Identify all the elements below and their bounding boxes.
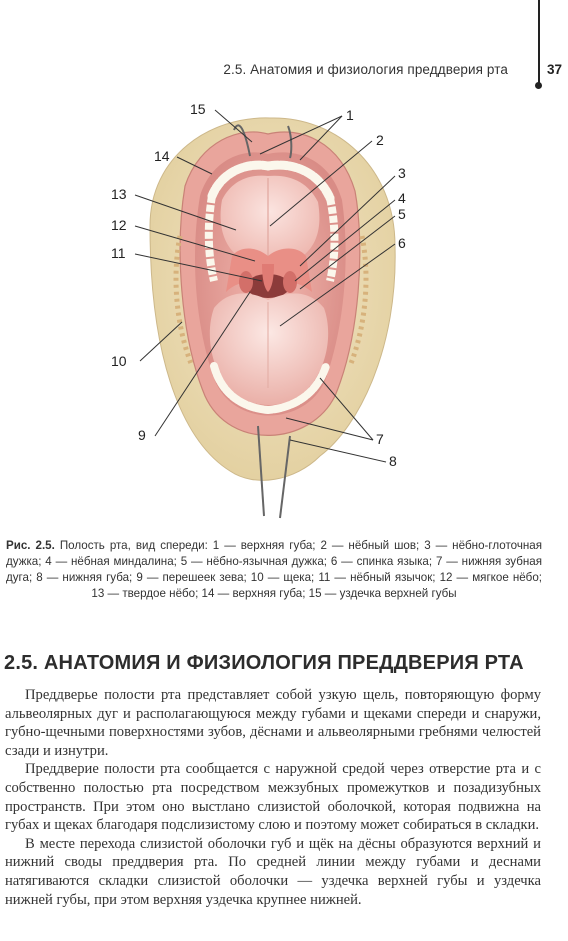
- page-number: 37: [547, 62, 563, 77]
- header-dot: [535, 82, 542, 89]
- section-title: 2.5. АНАТОМИЯ И ФИЗИОЛОГИЯ ПРЕДДВЕРИЯ РТА: [4, 652, 524, 674]
- oral-cavity-illustration: [0, 96, 568, 526]
- oral-cavity-figure: [0, 96, 568, 526]
- callout-9: 9: [138, 427, 146, 443]
- callout-11: 11: [111, 245, 126, 261]
- body-text: [5, 686, 541, 909]
- paragraph: В месте перехода слизистой оболочки губ и щёк на дёсны образуются верхний и нижний своды преддверия рта. По средней линии между губами и деснами натягиваются складки слизистой оболочки — уздечка верхней губы и уздечка нижней губы, при этом верхняя уздечка крупнее нижней.: [5, 835, 541, 908]
- callout-6: 6: [398, 235, 406, 251]
- callout-12: 12: [111, 217, 127, 233]
- callout-4: 4: [398, 190, 406, 206]
- paragraph: Преддверье полости рта представляет собой узкую щель, повторяющую форму альвеолярных дуг и располагающуюся между губами и щеками спереди и снаружи, губно-щечными поверхностями зубов, дёснами и альвеолярными гребнями челюстей сзади и изнутри.: [5, 687, 541, 759]
- callout-15: 15: [190, 101, 206, 117]
- header-rule: [538, 0, 540, 86]
- callout-10: 10: [111, 353, 127, 369]
- callout-1: 1: [346, 107, 354, 123]
- callout-14: 14: [154, 148, 170, 164]
- caption-text: Полость рта, вид спереди: 1 — верхняя губа; 2 — нёбный шов; 3 — нёбно-глоточная дужка; 4 — нёбная миндалина; 5 — нёбно-язычная дужка; 6 — спинка языка; 7 — нижняя зубная дуга; 8 — нижняя губа; 9 — перешеек зева; 10 — щека; 11 — нёбный язычок; 12 — мягкое нёбо; 13 — твердое нёбо; 14 — верхняя губа; 15 — уздечка верхней губы: [6, 539, 542, 600]
- callout-3: 3: [398, 165, 406, 181]
- callout-2: 2: [376, 132, 384, 148]
- paragraph: Преддверие полости рта сообщается с наружной средой через отверстие рта и с собственно полостью рта посредством межзубных промежутков и позадизубных пространств. При этом оно выстлано слизистой оболочкой, которая подвижна на губах и щеках благодаря подслизистому слою и поэтому может собираться в складки.: [5, 761, 541, 834]
- caption-lead: Рис. 2.5.: [6, 539, 55, 552]
- callout-13: 13: [111, 186, 127, 202]
- figure-caption: [6, 538, 542, 602]
- running-title: 2.5. Анатомия и физиология преддверия рта: [223, 62, 508, 77]
- callout-8: 8: [389, 453, 397, 469]
- callout-7: 7: [376, 431, 384, 447]
- callout-5: 5: [398, 206, 406, 222]
